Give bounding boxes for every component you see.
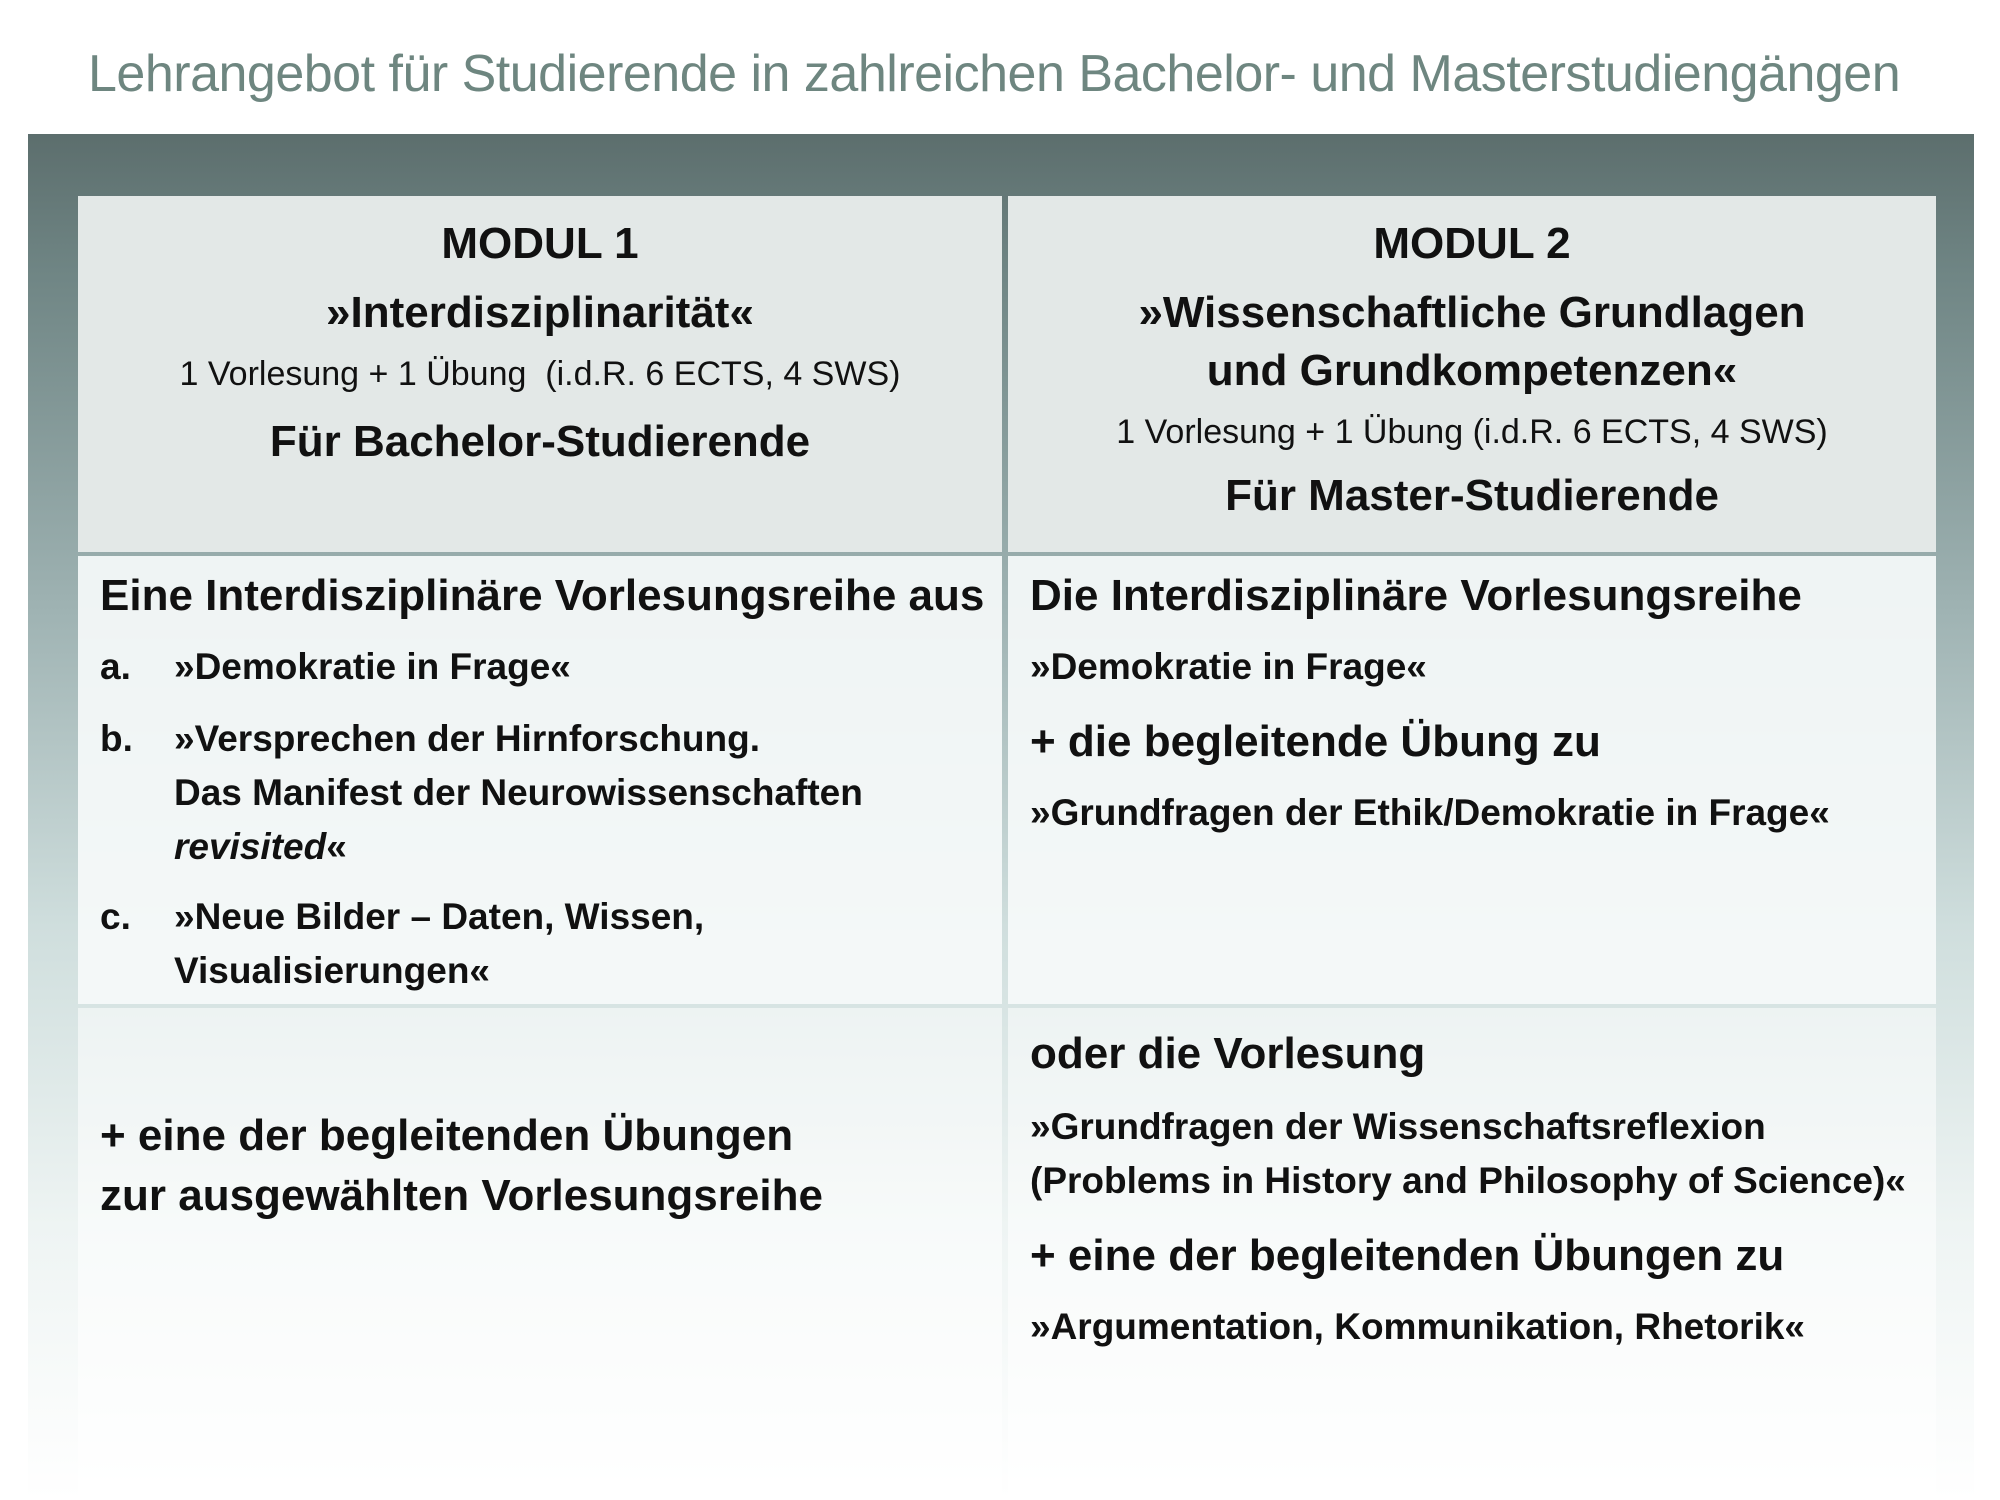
module-table: [78, 196, 1936, 1500]
modul1-exercise-line1: + eine der begleitenden Übungen: [100, 1111, 794, 1160]
modul2-name-line1: »Wissenschaftliche Grundlagen: [1138, 288, 1806, 337]
modul2-plus1: + die begleitende Übung zu: [1030, 717, 1601, 766]
modul2-exercise1: »Grundfragen der Ethik/Demokratie in Frage«: [1030, 792, 1830, 833]
modul1-exercise-line2: zur ausgewählten Vorlesungsreihe: [100, 1171, 823, 1220]
list-text: [174, 890, 704, 998]
modul2-exercise2: »Argumentation, Kommunikation, Rhetorik«: [1030, 1306, 1806, 1347]
modul2-lecture1: »Demokratie in Frage«: [1030, 646, 1427, 687]
list-text: [174, 712, 863, 874]
modul2-target: Für Master-Studierende: [1225, 471, 1719, 520]
list-item: [100, 890, 992, 998]
list-item: [100, 712, 992, 874]
modul2-intro: Die Interdisziplinäre Vorlesungsreihe: [1030, 571, 1802, 620]
modul1-info: 1 Vorlesung + 1 Übung (i.d.R. 6 ECTS, 4 SWS): [179, 355, 901, 393]
list-line: Das Manifest der Neurowissenschaften: [174, 772, 863, 813]
modul2-name: [1008, 284, 1936, 400]
page-title: Lehrangebot für Studierende in zahlreichen Bachelor- und Masterstudiengängen: [88, 45, 1901, 103]
modul2-heading: MODUL 2: [1373, 219, 1571, 268]
list-letter: b.: [100, 718, 133, 759]
modul2-lecture2-line2: (Problems in History and Philosophy of Science)«: [1030, 1160, 1906, 1201]
modul2-lecture2: [1030, 1100, 1926, 1208]
list-line: Visualisierungen«: [174, 950, 490, 991]
list-text: »Demokratie in Frage«: [174, 646, 571, 687]
modul2-footer: [1008, 1008, 1936, 1500]
modul1-name: »Interdisziplinarität«: [326, 288, 754, 337]
list-line: »Versprechen der Hirnforschung.: [174, 718, 761, 759]
list-letter: c.: [100, 896, 131, 937]
quote-close: «: [326, 826, 347, 867]
modul2-name-line2: und Grundkompetenzen«: [1206, 346, 1738, 395]
modul1-header: [78, 196, 1002, 552]
modul2-info: 1 Vorlesung + 1 Übung (i.d.R. 6 ECTS, 4 SWS): [1116, 413, 1828, 451]
modul2-lecture2-line1: »Grundfragen der Wissenschaftsreflexion: [1030, 1106, 1766, 1147]
list-line: »Neue Bilder – Daten, Wissen,: [174, 896, 705, 937]
modul1-target: Für Bachelor-Studierende: [269, 417, 811, 466]
modul1-footer: [78, 1008, 1002, 1500]
list-line: [174, 820, 863, 874]
modul1-body: [78, 556, 1002, 1004]
modul1-intro: Eine Interdisziplinäre Vorlesungsreihe aus: [100, 571, 985, 620]
modul1-heading: MODUL 1: [441, 219, 639, 268]
modul2-or: oder die Vorlesung: [1030, 1029, 1426, 1078]
italic-word: revisited: [174, 826, 327, 867]
list-letter: a.: [100, 646, 131, 687]
modul2-body: [1008, 556, 1936, 1004]
modul1-exercise: [100, 1106, 992, 1226]
modul2-header: [1008, 196, 1936, 552]
modul2-plus2: + eine der begleitenden Übungen zu: [1030, 1231, 1785, 1280]
list-item: [100, 640, 992, 694]
